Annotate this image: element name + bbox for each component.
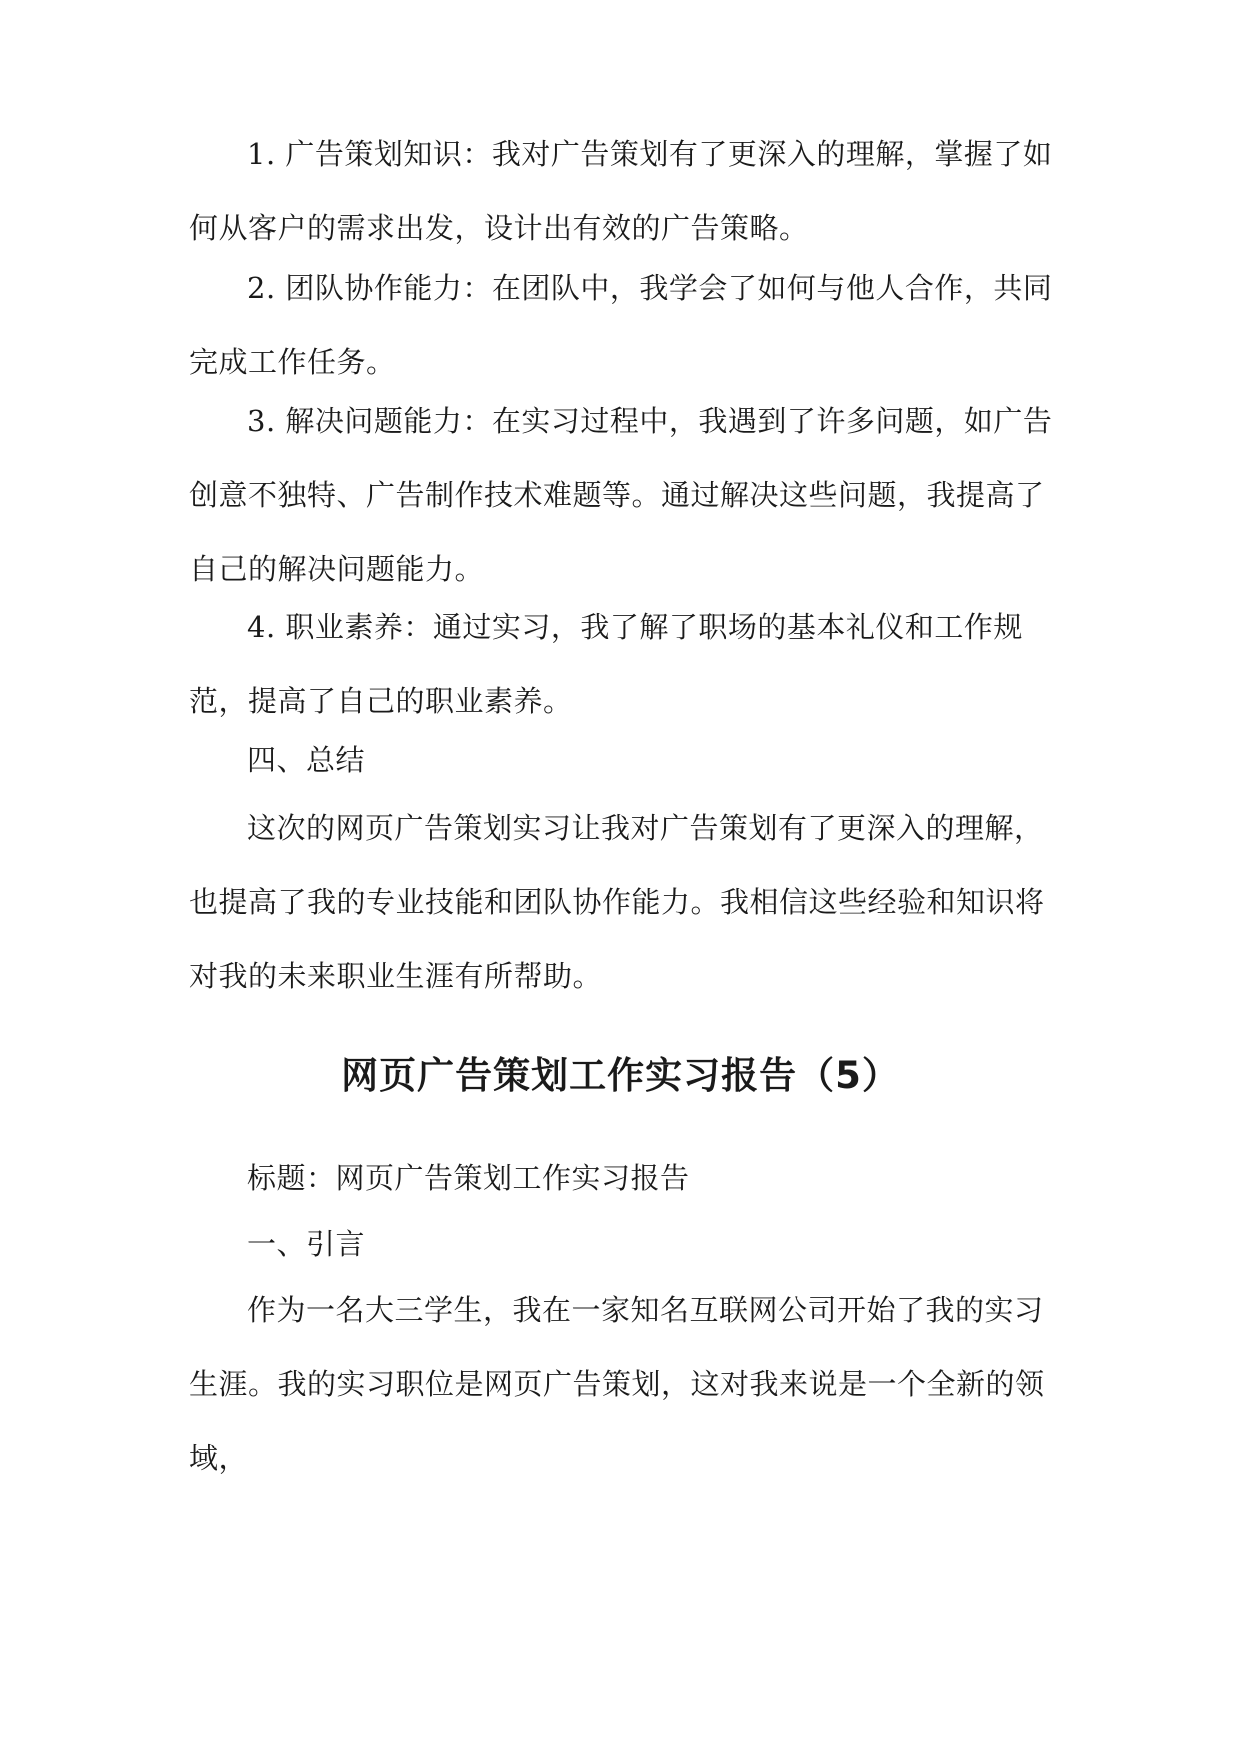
report-title: 网页广告策划工作实习报告（5） [341,1054,900,1097]
list-item-problem-solving: 3. 解决问题能力：在实习过程中，我遇到了许多问题，如广告创意不独特、广告制作技术难题等。通过解决这些问题，我提高了自己的解决问题能力。 [189,404,1053,586]
list-item-teamwork: 2. 团队协作能力：在团队中，我学会了如何与他人合作，共同完成工作任务。 [189,271,1053,379]
report-subject-line: 标题：网页广告策划工作实习报告 [247,1161,690,1195]
section-heading-intro: 一、引言 [247,1227,366,1261]
intro-paragraph: 作为一名大三学生，我在一家知名互联网公司开始了我的实习生涯。我的实习职位是网页广告策划，这对我来说是一个全新的领域， [189,1293,1045,1475]
list-item-ad-planning-knowledge: 1. 广告策划知识：我对广告策划有了更深入的理解，掌握了如何从客户的需求出发，设计出有效的广告策略。 [189,137,1053,245]
section-heading-summary: 四、总结 [247,743,366,777]
summary-paragraph: 这次的网页广告策划实习让我对广告策划有了更深入的理解，也提高了我的专业技能和团队协作能力。我相信这些经验和知识将对我的未来职业生涯有所帮助。 [189,811,1045,993]
list-item-professionalism: 4. 职业素养：通过实习，我了解了职场的基本礼仪和工作规范，提高了自己的职业素养。 [189,610,1023,718]
